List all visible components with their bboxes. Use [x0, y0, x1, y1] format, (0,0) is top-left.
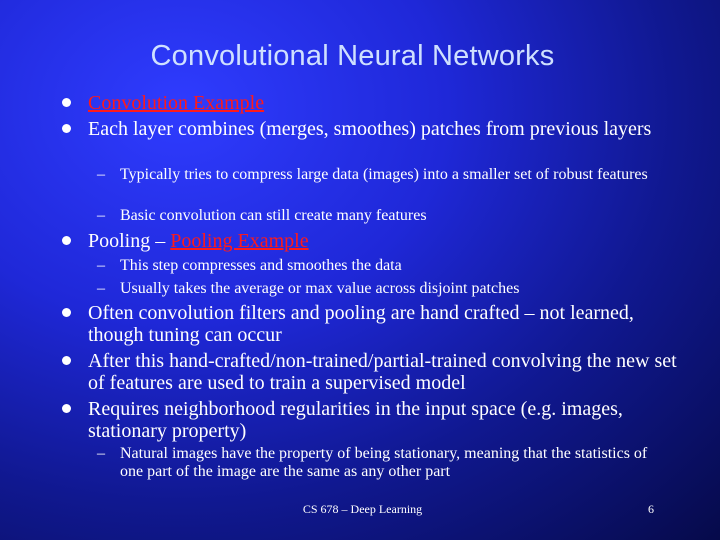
dash-icon: – [97, 207, 105, 224]
bullet-dot-icon [62, 356, 71, 365]
dash-icon: – [97, 280, 105, 297]
sub-bullet-text: Natural images have the property of being stationary, meaning that the statistics of one part of the image are the same as any other part [120, 445, 648, 480]
bullet-dot-icon [62, 308, 71, 317]
bullet-text: Often convolution filters and pooling are hand crafted – not learned, though tuning can occur [88, 302, 634, 346]
slide-title: Convolutional Neural Networks [150, 40, 555, 72]
bullet-dot-icon [62, 404, 71, 413]
dash-icon: – [97, 166, 105, 183]
bullet-dot-icon [62, 124, 71, 133]
convolution-example-link[interactable]: Convolution Example [88, 92, 265, 114]
pooling-prefix: Pooling – [88, 230, 171, 252]
sub-bullet-text: This step compresses and smoothes the data [120, 257, 402, 274]
dash-icon: – [97, 445, 105, 462]
bullet-text: Requires neighborhood regularities in the input space (e.g. images, stationary property) [88, 398, 623, 442]
slide-footer: CS 678 – Deep Learning [302, 502, 423, 516]
bullet-dot-icon [62, 98, 71, 107]
pooling-example-link[interactable]: Pooling Example [170, 230, 309, 252]
sub-bullet-text: Basic convolution can still create many features [120, 207, 427, 224]
bullet-text: Each layer combines (merges, smoothes) patches from previous layers [88, 118, 652, 140]
page-number: 6 [648, 502, 654, 516]
dash-icon: – [97, 257, 105, 274]
bullet-text: After this hand-crafted/non-trained/partial-trained convolving the new set of features are used to train a supervised model [88, 350, 677, 394]
bullet-dot-icon [62, 236, 71, 245]
sub-bullet-text: Typically tries to compress large data (images) into a smaller set of robust features [120, 166, 648, 183]
sub-bullet-text: Usually takes the average or max value across disjoint patches [120, 280, 520, 297]
